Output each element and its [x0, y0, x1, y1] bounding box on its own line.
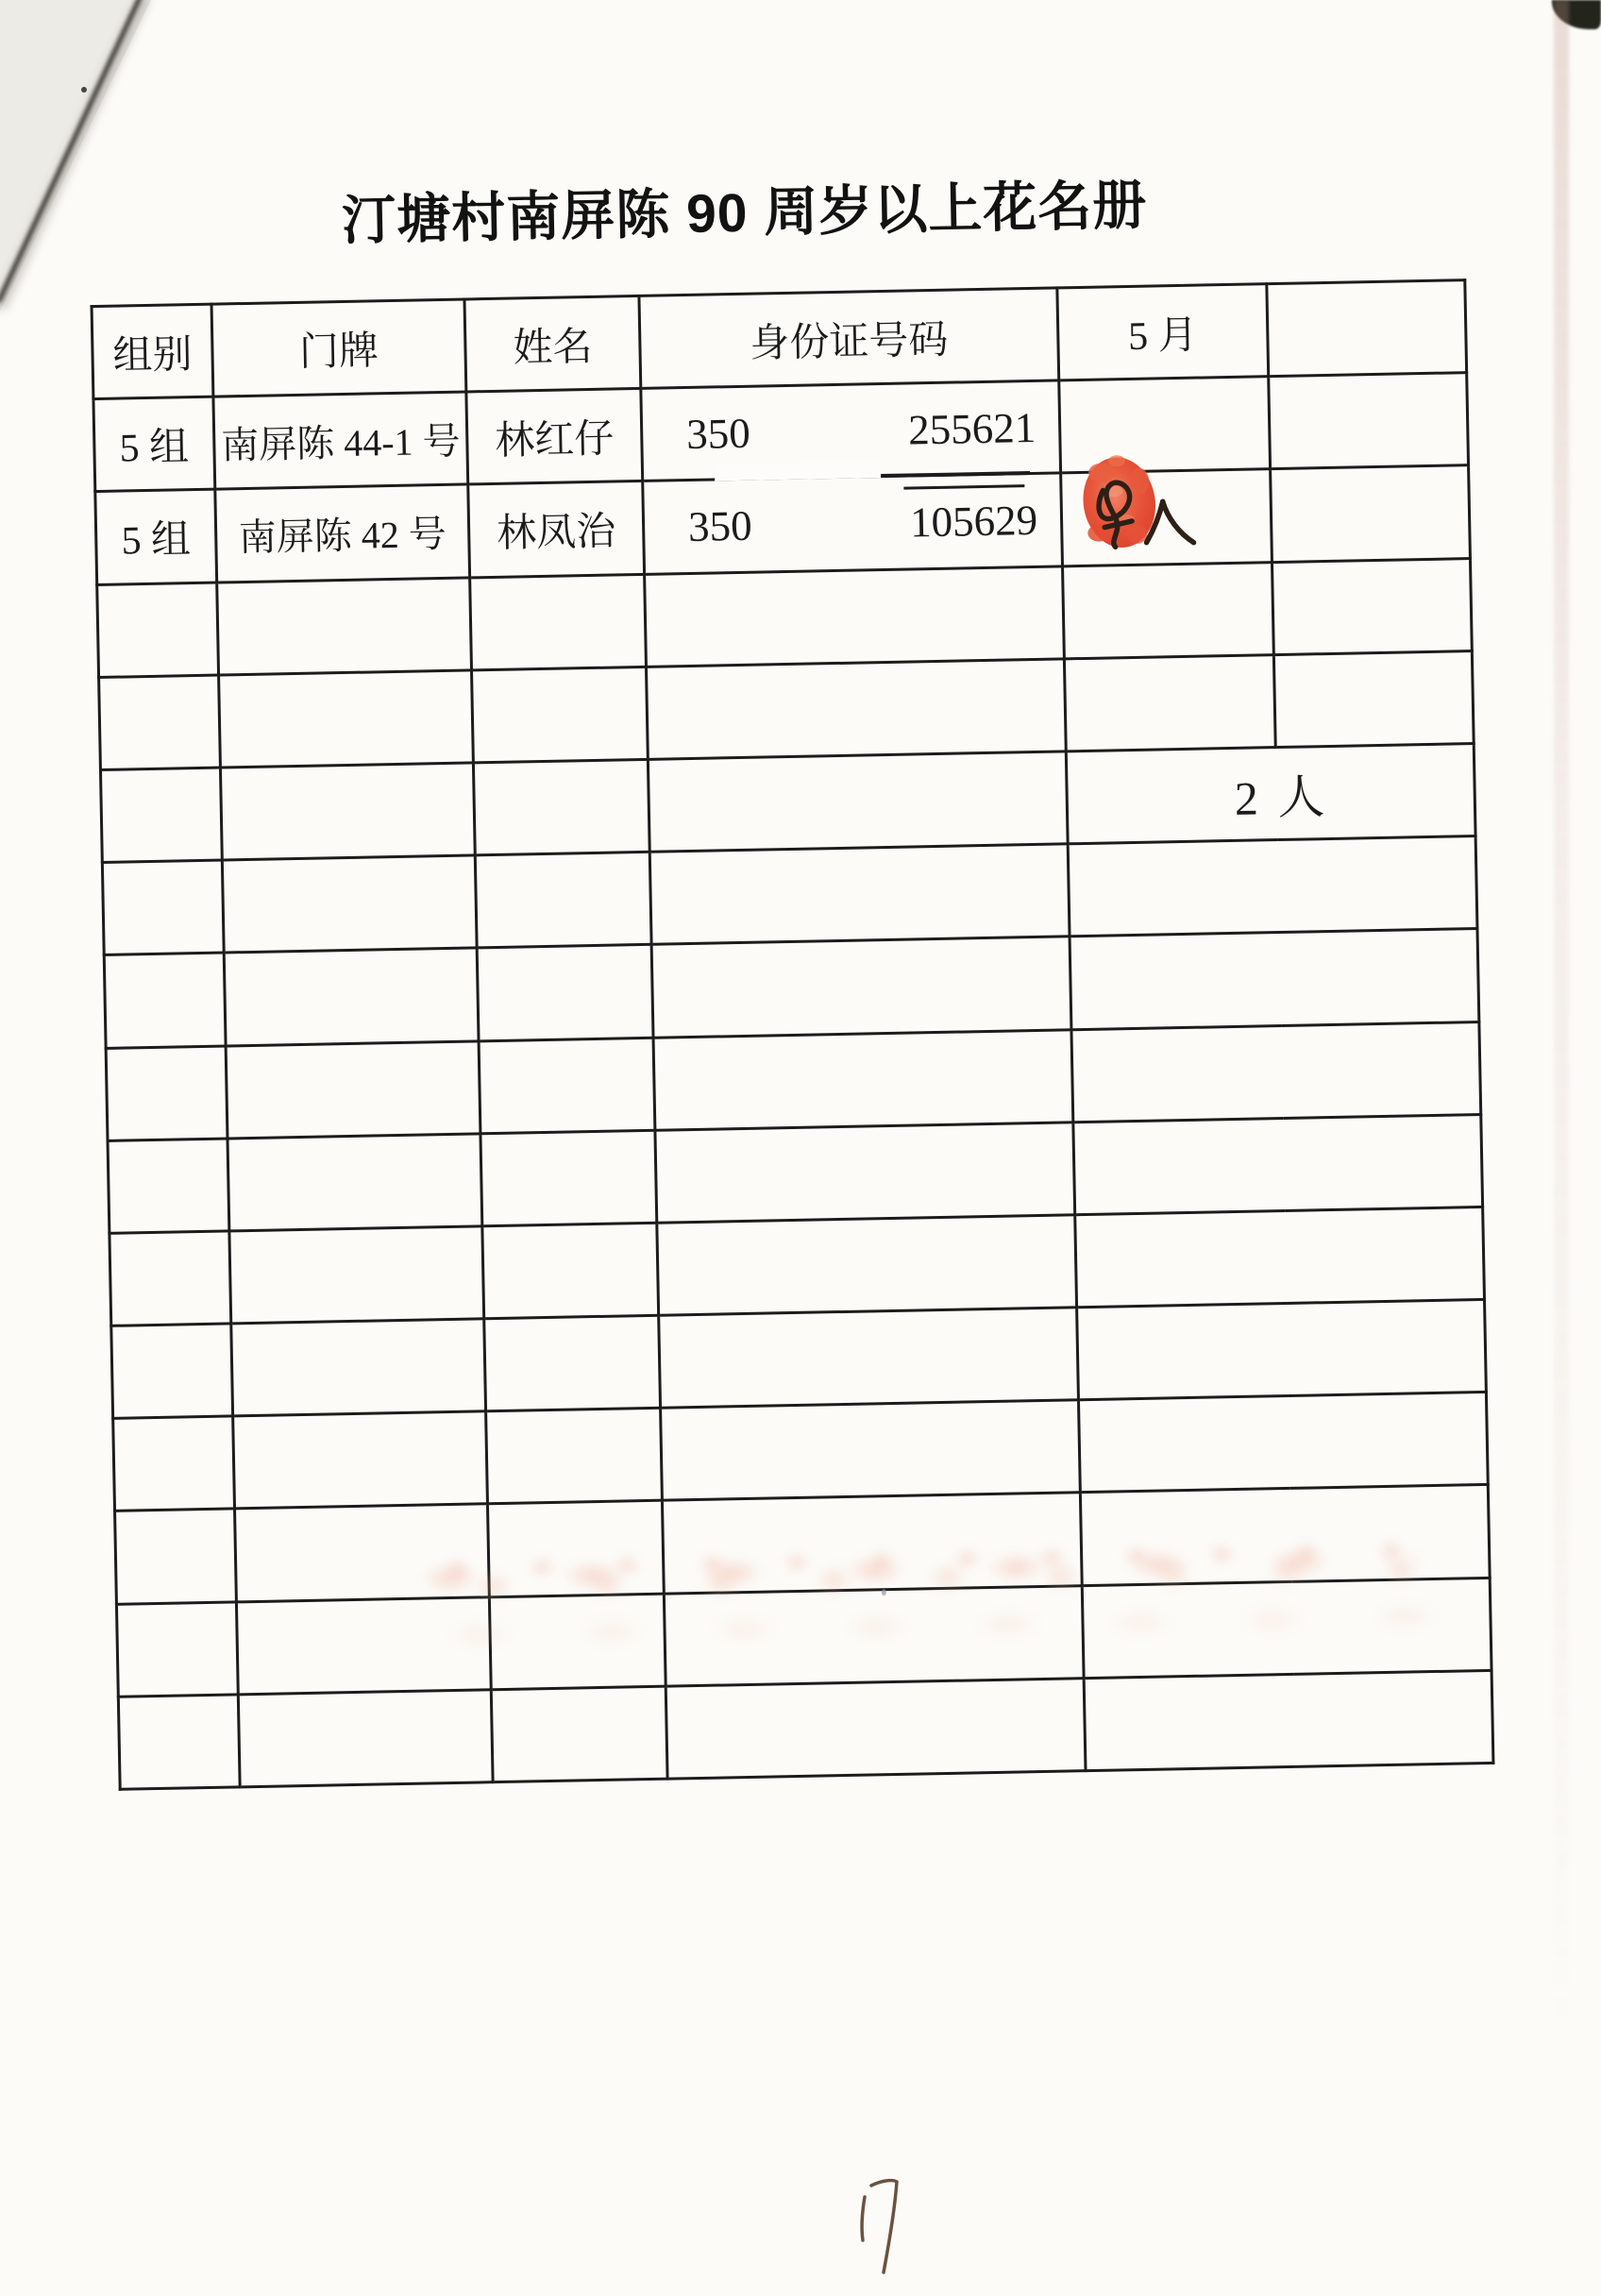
empty-cell — [115, 1509, 237, 1604]
empty-cell — [1075, 1207, 1485, 1307]
empty-cell — [472, 667, 649, 763]
empty-cell — [661, 1400, 1081, 1501]
empty-cell — [645, 566, 1065, 667]
id-suffix: 105629 — [909, 496, 1038, 547]
empty-cell — [222, 855, 477, 953]
header-cell: 组别 — [92, 304, 213, 399]
empty-cell — [228, 1134, 482, 1231]
empty-cell — [486, 1408, 663, 1504]
empty-cell — [97, 582, 219, 678]
empty-cell — [224, 948, 479, 1045]
header-cell — [1267, 280, 1467, 377]
empty-cell — [482, 1223, 659, 1319]
empty-cell — [477, 945, 653, 1041]
page-title: 汀塘村南屏陈 90 周岁以上花名册 — [341, 175, 1148, 251]
address-cell: 南屏陈 44-1 号 — [213, 392, 468, 489]
empty-cell — [1064, 654, 1275, 751]
empty-cell — [100, 768, 222, 863]
empty-cell — [111, 1324, 233, 1419]
header-cell: 姓名 — [464, 295, 641, 392]
empty-cell — [657, 1215, 1077, 1316]
summary-total-cell: 2 人 — [1066, 743, 1475, 843]
empty-cell — [666, 1678, 1086, 1779]
empty-cell — [110, 1231, 231, 1326]
name-cell: 林红仔 — [466, 389, 643, 485]
empty-cell — [99, 675, 221, 770]
empty-cell — [1073, 1114, 1483, 1214]
empty-cell — [219, 670, 474, 768]
correction-tape — [715, 461, 881, 481]
empty-cell — [480, 1130, 657, 1226]
scan-corner-background — [0, 0, 160, 321]
empty-cell — [473, 759, 649, 855]
empty-cell — [113, 1416, 235, 1511]
red-thumbprint-stamp — [1055, 433, 1304, 589]
empty-cell — [238, 1690, 493, 1787]
empty-cell — [484, 1315, 661, 1411]
empty-cell — [648, 751, 1068, 853]
empty-cell — [226, 1040, 480, 1138]
empty-cell — [1071, 1021, 1481, 1122]
id-number-redacted — [645, 495, 1061, 551]
empty-cell — [1084, 1670, 1493, 1770]
name-cell: 林凤治 — [468, 481, 645, 578]
empty-cell — [118, 1695, 240, 1790]
header-cell: 门牌 — [211, 299, 466, 397]
empty-cell — [233, 1411, 488, 1509]
empty-cell — [1068, 836, 1477, 937]
document-sheet — [91, 175, 1491, 1743]
ink-speck — [81, 87, 87, 93]
empty-cell — [217, 578, 472, 675]
empty-cell — [1070, 929, 1479, 1029]
empty-cell — [116, 1602, 238, 1697]
empty-cell — [108, 1139, 229, 1234]
empty-cell — [646, 659, 1066, 760]
id-suffix: 255621 — [907, 403, 1036, 454]
empty-cell — [475, 852, 651, 948]
empty-cell — [1078, 1393, 1488, 1493]
id-number-redacted — [643, 402, 1059, 459]
empty-cell — [231, 1319, 486, 1416]
empty-cell — [479, 1038, 655, 1134]
empty-cell — [651, 937, 1071, 1038]
empty-cell — [1273, 650, 1474, 747]
header-cell: 5 月 — [1057, 284, 1269, 380]
empty-cell — [653, 1029, 1073, 1130]
blue-speck — [882, 1589, 886, 1595]
id-prefix: 350 — [687, 501, 753, 550]
group-cell: 5 组 — [93, 397, 215, 492]
empty-cell — [104, 953, 226, 1048]
empty-cell — [220, 763, 475, 860]
empty-cell — [649, 844, 1070, 945]
id-number-cell — [643, 473, 1063, 574]
empty-cell — [102, 860, 224, 955]
empty-cell — [229, 1226, 484, 1324]
header-cell: 身份证号码 — [639, 288, 1059, 389]
address-cell: 南屏陈 42 号 — [215, 484, 470, 582]
empty-cell — [1077, 1300, 1487, 1400]
empty-cell — [106, 1045, 228, 1140]
id-prefix: 350 — [685, 409, 751, 458]
page-edge-bleed — [1554, 0, 1569, 2030]
handwritten-page-number — [827, 2165, 914, 2284]
empty-cell — [659, 1308, 1079, 1409]
empty-cell — [470, 574, 647, 670]
group-cell: 5 组 — [95, 489, 217, 584]
empty-cell — [491, 1686, 667, 1782]
empty-cell — [655, 1122, 1075, 1223]
